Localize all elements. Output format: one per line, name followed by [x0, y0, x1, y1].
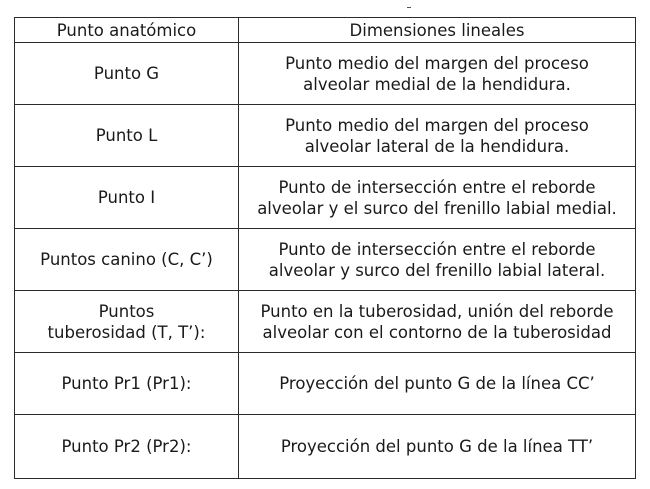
- point-description: Punto en la tuberosidad, unión del reborde alveolar con el contorno de la tuberosidad: [260, 301, 614, 342]
- table-row: [15, 291, 636, 353]
- table-row: [15, 167, 636, 229]
- point-description: Punto medio del margen del proceso alveolar medial de la hendidura.: [285, 53, 589, 94]
- point-description: Proyección del punto G de la línea CC’: [279, 374, 595, 393]
- header-tick-mark: [407, 7, 411, 8]
- point-cell: [15, 229, 239, 291]
- point-description: Proyección del punto G de la línea TT’: [280, 437, 594, 456]
- description-cell: [239, 229, 636, 291]
- point-name: Puntos tuberosidad (T, T’):: [47, 301, 206, 342]
- point-cell: [15, 167, 239, 229]
- point-name: Punto G: [93, 64, 160, 83]
- description-cell: [239, 105, 636, 167]
- description-cell: [239, 353, 636, 415]
- point-cell: [15, 415, 239, 479]
- point-name: Punto I: [97, 188, 156, 207]
- table-row: [15, 353, 636, 415]
- point-cell: [15, 353, 239, 415]
- point-name: Punto Pr2 (Pr2):: [61, 437, 192, 456]
- column-header-point: Punto anatómico: [15, 18, 239, 43]
- table-header-row: [15, 18, 636, 43]
- point-cell: [15, 43, 239, 105]
- point-description: Punto de intersección entre el reborde alveolar y surco del frenillo labial lateral.: [268, 239, 606, 280]
- description-cell: [239, 43, 636, 105]
- point-name: Puntos canino (C, C’): [40, 250, 213, 269]
- description-cell: [239, 415, 636, 479]
- point-description: Punto de intersección entre el reborde alveolar y el surco del frenillo labial medial.: [257, 177, 617, 218]
- point-cell: [15, 291, 239, 353]
- point-cell: [15, 105, 239, 167]
- table-row: [15, 229, 636, 291]
- description-cell: [239, 167, 636, 229]
- description-cell: [239, 291, 636, 353]
- table-row: [15, 105, 636, 167]
- table-row: [15, 415, 636, 479]
- column-header-dimensions: Dimensiones lineales: [239, 18, 636, 43]
- point-description: Punto medio del margen del proceso alveolar lateral de la hendidura.: [285, 115, 589, 156]
- point-name: Punto Pr1 (Pr1):: [61, 374, 192, 393]
- anatomical-points-table: [14, 17, 636, 479]
- table-row: [15, 43, 636, 105]
- point-name: Punto L: [95, 126, 158, 145]
